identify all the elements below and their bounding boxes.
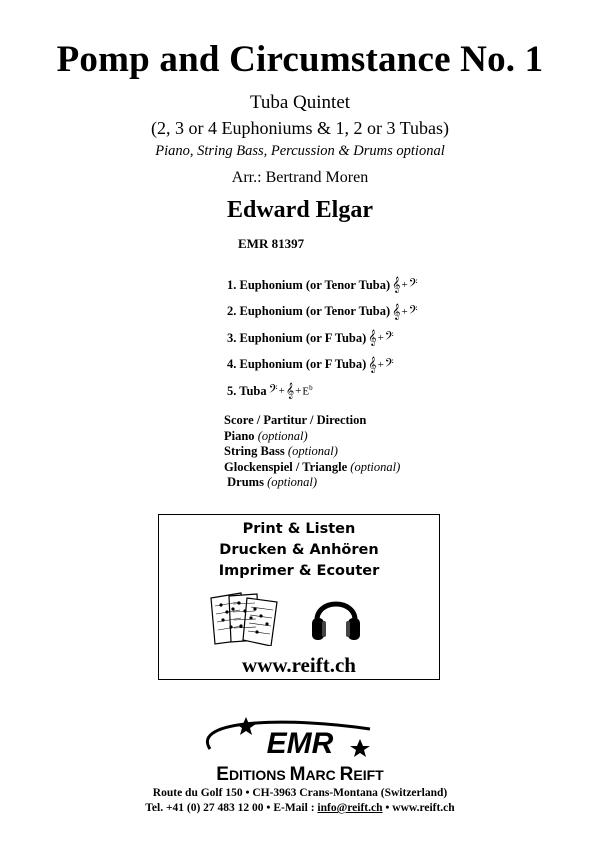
e-flat-label: $E^b$ bbox=[302, 384, 313, 399]
bass-clef-icon: 𝄢 bbox=[408, 277, 418, 294]
instrumentation: (2, 3 or 4 Euphoniums & 1, 2 or 3 Tubas) bbox=[150, 118, 449, 138]
clef-group: 𝄞 + 𝄢 bbox=[368, 330, 394, 347]
subtitle: Tuba Quintet bbox=[249, 92, 351, 113]
bass-clef-icon: 𝄢 bbox=[384, 356, 394, 373]
email-link[interactable]: info@reift.ch bbox=[317, 802, 383, 814]
sheet-music-icon bbox=[207, 590, 283, 646]
extra-item: Score / Partitur / Direction bbox=[224, 413, 367, 427]
promo-url[interactable]: www.reift.ch bbox=[242, 653, 356, 677]
publisher-address: Route du Golf 150 • CH-3963 Crans-Montana (Switzerland) bbox=[152, 787, 448, 799]
star-icon bbox=[236, 717, 256, 735]
clef-group: 𝄞 + 𝄢 bbox=[392, 303, 418, 320]
extra-item: String Bass (optional) bbox=[224, 444, 338, 458]
publisher-contact: Tel. +41 (0) 27 483 12 00 • E-Mail : info@reift.ch • www.reift.ch bbox=[145, 802, 455, 814]
bass-clef-icon: 𝄢 bbox=[408, 303, 418, 320]
extras-list bbox=[224, 413, 400, 491]
part-item bbox=[227, 352, 418, 379]
composer: Edward Elgar bbox=[226, 197, 373, 223]
clef-group: 𝄢 + 𝄞 + $E^b$ bbox=[268, 383, 313, 400]
headphones-icon bbox=[309, 588, 363, 644]
part-item bbox=[227, 272, 418, 299]
bass-clef-icon: 𝄢 bbox=[268, 383, 278, 400]
promo-line-french: Imprimer & Ecouter bbox=[218, 563, 380, 579]
part-label: 2. Euphonium (or Tenor Tuba) bbox=[227, 304, 391, 319]
promo-line-english: Print & Listen bbox=[242, 521, 356, 537]
extra-item: Glockenspiel / Triangle (optional) bbox=[224, 459, 401, 474]
print-listen-box bbox=[158, 514, 440, 680]
promo-line-german: Drucken & Anhören bbox=[219, 542, 379, 558]
logo-letters: EMR bbox=[266, 727, 334, 760]
arranger: Arr.: Bertrand Moren bbox=[231, 169, 369, 186]
extra-item: Drums (optional) bbox=[227, 475, 318, 489]
treble-clef-icon: 𝄞 bbox=[285, 383, 295, 400]
part-item bbox=[227, 299, 418, 326]
page-title: Pomp and Circumstance No. 1 bbox=[56, 39, 544, 80]
bass-clef-icon: 𝄢 bbox=[384, 330, 394, 347]
treble-clef-icon: 𝄞 bbox=[392, 303, 401, 320]
catalog-number: EMR 81397 bbox=[238, 236, 305, 251]
parts-list bbox=[227, 272, 418, 405]
publisher-name: EDITIONS MARC REIFT bbox=[216, 764, 384, 783]
star-icon bbox=[350, 739, 370, 757]
treble-clef-icon: 𝄞 bbox=[368, 330, 377, 347]
part-label: 5. Tuba bbox=[227, 383, 267, 398]
clef-group: 𝄞 + 𝄢 bbox=[392, 277, 418, 294]
part-label: 3. Euphonium (or F Tuba) bbox=[227, 330, 367, 345]
part-item bbox=[227, 378, 418, 405]
treble-clef-icon: 𝄞 bbox=[392, 277, 401, 294]
optional-instruments-note: Piano, String Bass, Percussion & Drums optional bbox=[155, 143, 445, 159]
part-item bbox=[227, 325, 418, 352]
part-label: 1. Euphonium (or Tenor Tuba) bbox=[227, 277, 391, 292]
extra-item: Piano (optional) bbox=[224, 428, 308, 443]
part-label: 4. Euphonium (or F Tuba) bbox=[227, 357, 367, 372]
clef-group: 𝄞 + 𝄢 bbox=[368, 356, 394, 373]
emr-logo bbox=[150, 715, 450, 783]
treble-clef-icon: 𝄞 bbox=[368, 356, 377, 373]
